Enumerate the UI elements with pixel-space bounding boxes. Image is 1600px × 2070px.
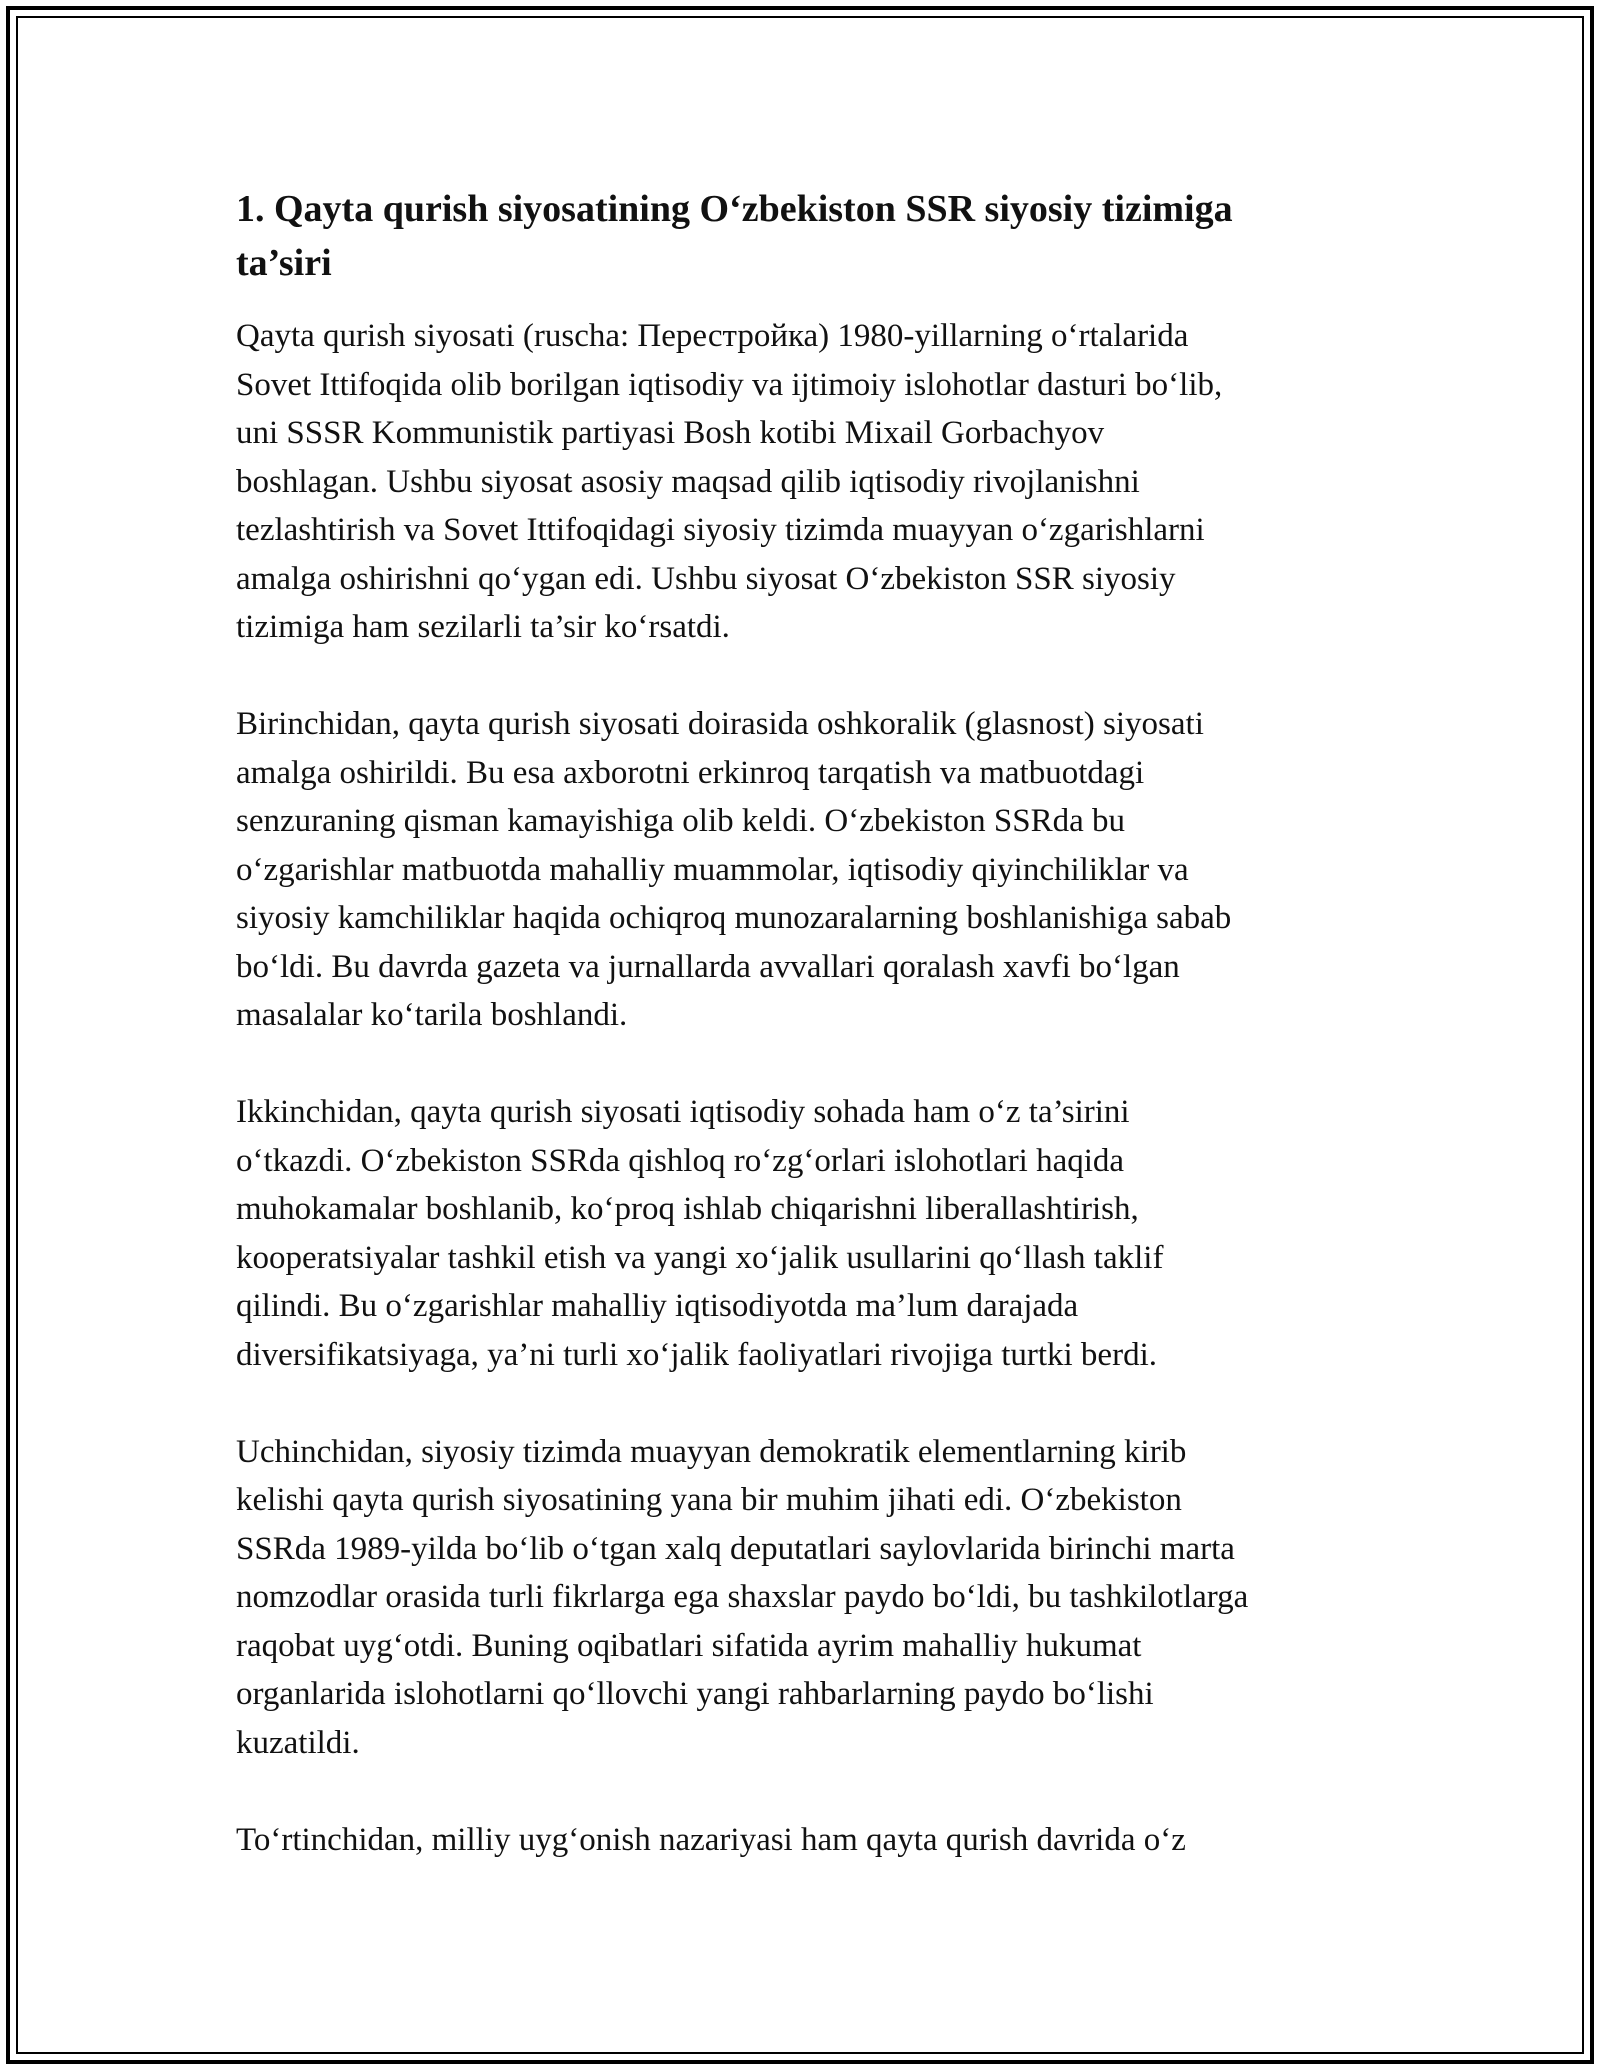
text-line: Sovet Ittifoqida olib borilgan iqtisodiy va ijtimoiy islohotlar dasturi bo‘lib, bbox=[236, 366, 1223, 403]
section-title bbox=[236, 182, 1376, 290]
text-line: amalga oshirildi. Bu esa axborotni erkinroq tarqatish va matbuotdagi bbox=[236, 754, 1145, 791]
paragraph-fourth bbox=[236, 1816, 1376, 1865]
text-line: organlarida islohotlarni qo‘llovchi yangi rahbarlarning paydo bo‘lishi bbox=[236, 1676, 1154, 1712]
text-line: o‘zgarishlar matbuotda mahalliy muammolar, iqtisodiy qiyinchiliklar va bbox=[236, 851, 1189, 888]
text-line: boshlagan. Ushbu siyosat asosiy maqsad qilib iqtisodiy rivojlanishni bbox=[236, 463, 1140, 500]
text-line: raqobat uyg‘otdi. Buning oqibatlari sifatida ayrim mahalliy hukumat bbox=[236, 1627, 1142, 1664]
text-line: bo‘ldi. Bu davrda gazeta va jurnallarda avvallari qoralash xavfi bo‘lgan bbox=[236, 948, 1180, 985]
paragraph-first bbox=[236, 700, 1376, 1040]
text-line: kelishi qayta qurish siyosatining yana bir muhim jihati edi. O‘zbekiston bbox=[236, 1482, 1182, 1518]
text-line: nomzodlar orasida turli fikrlarga ega shaxslar paydo bo‘ldi, bu tashkilotlarga bbox=[236, 1579, 1249, 1615]
paragraph-third bbox=[236, 1428, 1376, 1768]
text-line: senzuraning qisman kamayishiga olib keldi. O‘zbekiston SSRda bu bbox=[236, 803, 1126, 839]
title-line: ta’siri bbox=[236, 242, 332, 284]
text-line: tezlashtirish va Sovet Ittifoqidagi siyosiy tizimda muayyan o‘zgarishlarni bbox=[236, 512, 1205, 548]
text-line: Qayta qurish siyosati (ruscha: Перестройка) 1980-yillarning o‘rtalarida bbox=[236, 318, 1189, 354]
paragraph-intro bbox=[236, 312, 1376, 652]
text-line: masalalar ko‘tarila boshlandi. bbox=[236, 997, 628, 1033]
text-line: uni SSSR Kommunistik partiyasi Bosh kotibi Mixail Gorbachyov bbox=[236, 415, 1105, 451]
text-line: Ikkinchidan, qayta qurish siyosati iqtisodiy sohada ham o‘z ta’sirini bbox=[236, 1094, 1130, 1130]
text-line: kuzatildi. bbox=[236, 1724, 360, 1761]
text-line: To‘rtinchidan, milliy uyg‘onish nazariyasi ham qayta qurish davrida o‘z bbox=[236, 1821, 1186, 1858]
text-line: SSRda 1989-yilda bo‘lib o‘tgan xalq deputatlari saylovlarida birinchi marta bbox=[236, 1530, 1235, 1567]
text-line: siyosiy kamchiliklar haqida ochiqroq munozaralarning boshlanishiga sabab bbox=[236, 900, 1232, 936]
text-line: muhokamalar boshlanib, ko‘proq ishlab chiqarishni liberallashtirish, bbox=[236, 1191, 1139, 1227]
text-line: diversifikatsiyaga, ya’ni turli xo‘jalik faoliyatlari rivojiga turtki berdi. bbox=[236, 1336, 1157, 1373]
text-line: Birinchidan, qayta qurish siyosati doirasida oshkoralik (glasnost) siyosati bbox=[236, 706, 1204, 742]
text-line: qilindi. Bu o‘zgarishlar mahalliy iqtisodiyotda ma’lum darajada bbox=[236, 1288, 1079, 1324]
text-line: Uchinchidan, siyosiy tizimda muayyan demokratik elementlarning kirib bbox=[236, 1433, 1187, 1470]
text-line: kooperatsiyalar tashkil etish va yangi xo‘jalik usullarini qo‘llash taklif bbox=[236, 1239, 1164, 1276]
paragraph-second bbox=[236, 1088, 1376, 1379]
text-line: tizimiga ham sezilarli ta’sir ko‘rsatdi. bbox=[236, 609, 730, 645]
title-line: 1. Qayta qurish siyosatining O‘zbekiston SSR siyosiy tizimiga bbox=[236, 188, 1233, 230]
document-page bbox=[236, 182, 1376, 1913]
text-line: o‘tkazdi. O‘zbekiston SSRda qishloq ro‘zg‘orlari islohotlari haqida bbox=[236, 1142, 1125, 1179]
text-line: amalga oshirishni qo‘ygan edi. Ushbu siyosat O‘zbekiston SSR siyosiy bbox=[236, 560, 1176, 597]
